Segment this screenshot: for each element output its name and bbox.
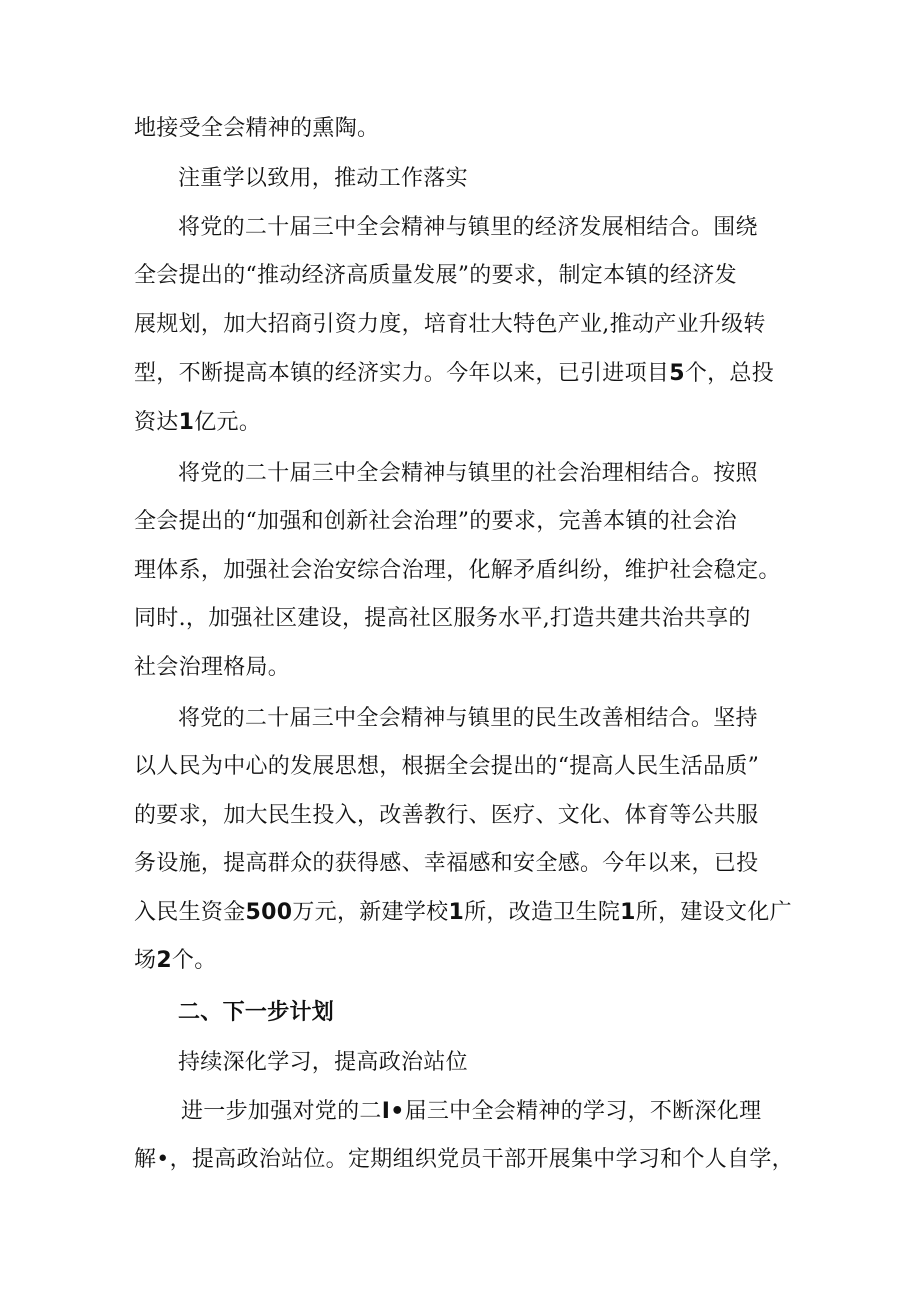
text-segment: 所，建设文化广 — [635, 900, 792, 925]
number-value: 1 — [178, 410, 195, 435]
section-heading — [178, 991, 838, 1035]
paragraph-first-line — [178, 452, 838, 496]
text-segment: 解•，提高政治站位。定期组织党员干部开展集中学习和个人自学， — [134, 1147, 794, 1172]
text-segment: 进一步加强对党的二 — [181, 1099, 382, 1124]
text-segment: 全会提出的“加强和创新社会治理”的要求，完善本镇的社会治 — [134, 509, 737, 534]
body-line — [134, 107, 794, 151]
body-line — [134, 597, 794, 641]
text-segment: 社会治理格局。 — [134, 655, 291, 680]
section-heading-text: 二、下一步计划 — [178, 1000, 335, 1025]
garbled-glyph: I• — [381, 1099, 405, 1124]
number-value: 1 — [620, 900, 636, 925]
number-value: 2 — [156, 948, 172, 973]
body-line — [134, 352, 794, 396]
text-segment: 届三中全会精神的学习，不断深化理 — [404, 1099, 762, 1124]
text-segment: 个，总投 — [684, 361, 775, 386]
body-line — [134, 500, 794, 544]
text-segment: 万元，新建学校 — [292, 900, 449, 925]
body-line — [134, 939, 794, 983]
number-value: 5 — [669, 361, 685, 386]
text-segment: 型，不断提高本镇的经济实力。今年以来，已引进项目 — [134, 361, 670, 386]
paragraph-first-line — [178, 206, 838, 250]
text-segment: 场 — [134, 948, 157, 973]
text-segment: 务设施，提高群众的获得感、幸福感和安全感。今年以来，已投 — [134, 851, 759, 876]
text-segment: 同时.，加强社区建设，提高社区服务水平,打造共建共治共享的 — [134, 606, 751, 631]
text-segment: 亿元。 — [194, 410, 262, 435]
subheading-text: 注重学以致用，推动工作落实 — [178, 166, 468, 191]
body-line — [134, 891, 794, 935]
text-segment: 展规划，加大招商引资力度，培育壮大特色产业,推动产业升级转 — [134, 312, 766, 337]
body-line — [134, 745, 794, 789]
body-line — [134, 646, 794, 690]
paragraph-first-line — [181, 1090, 841, 1134]
subheading — [178, 1041, 838, 1085]
text-segment: 所，改造卫生院 — [464, 900, 621, 925]
body-line — [134, 842, 794, 886]
text-segment: 理体系，加强社会治安综合治理，化解矛盾纠纷，维护社会稳定。 — [134, 558, 781, 583]
subheading — [178, 157, 838, 201]
body-line — [134, 794, 794, 838]
text-segment: 将党的二十届三中全会精神与镇里的经济发展相结合。围绕 — [178, 215, 758, 240]
body-line — [134, 549, 794, 593]
text-segment: 个。 — [171, 948, 217, 973]
text-segment: 全会提出的“推动经济高质量发展”的要求，制定本镇的经济发 — [134, 263, 737, 288]
paragraph-first-line — [178, 697, 838, 741]
body-line — [134, 1138, 794, 1182]
body-line — [134, 401, 794, 445]
text-segment: 地接受全会精神的熏陶。 — [134, 116, 380, 141]
text-segment: 以人民为中心的发展思想，根据全会提出的“提高人民生活品质” — [134, 754, 760, 779]
text-segment: 将党的二十届三中全会精神与镇里的民生改善相结合。坚持 — [178, 706, 758, 731]
number-value: 500 — [245, 900, 293, 925]
body-line — [134, 254, 794, 298]
text-segment: 的要求，加大民生投入，改善教行、医疗、文化、体育等公共服 — [134, 803, 759, 828]
text-segment: 资达 — [134, 410, 179, 435]
number-value: 1 — [448, 900, 465, 925]
text-segment: 将党的二十届三中全会精神与镇里的社会治理相结合。按照 — [178, 461, 758, 486]
subheading-text: 持续深化学习，提高政治站位 — [178, 1050, 468, 1075]
body-line — [134, 303, 794, 347]
text-segment: 入民生资金 — [134, 900, 246, 925]
